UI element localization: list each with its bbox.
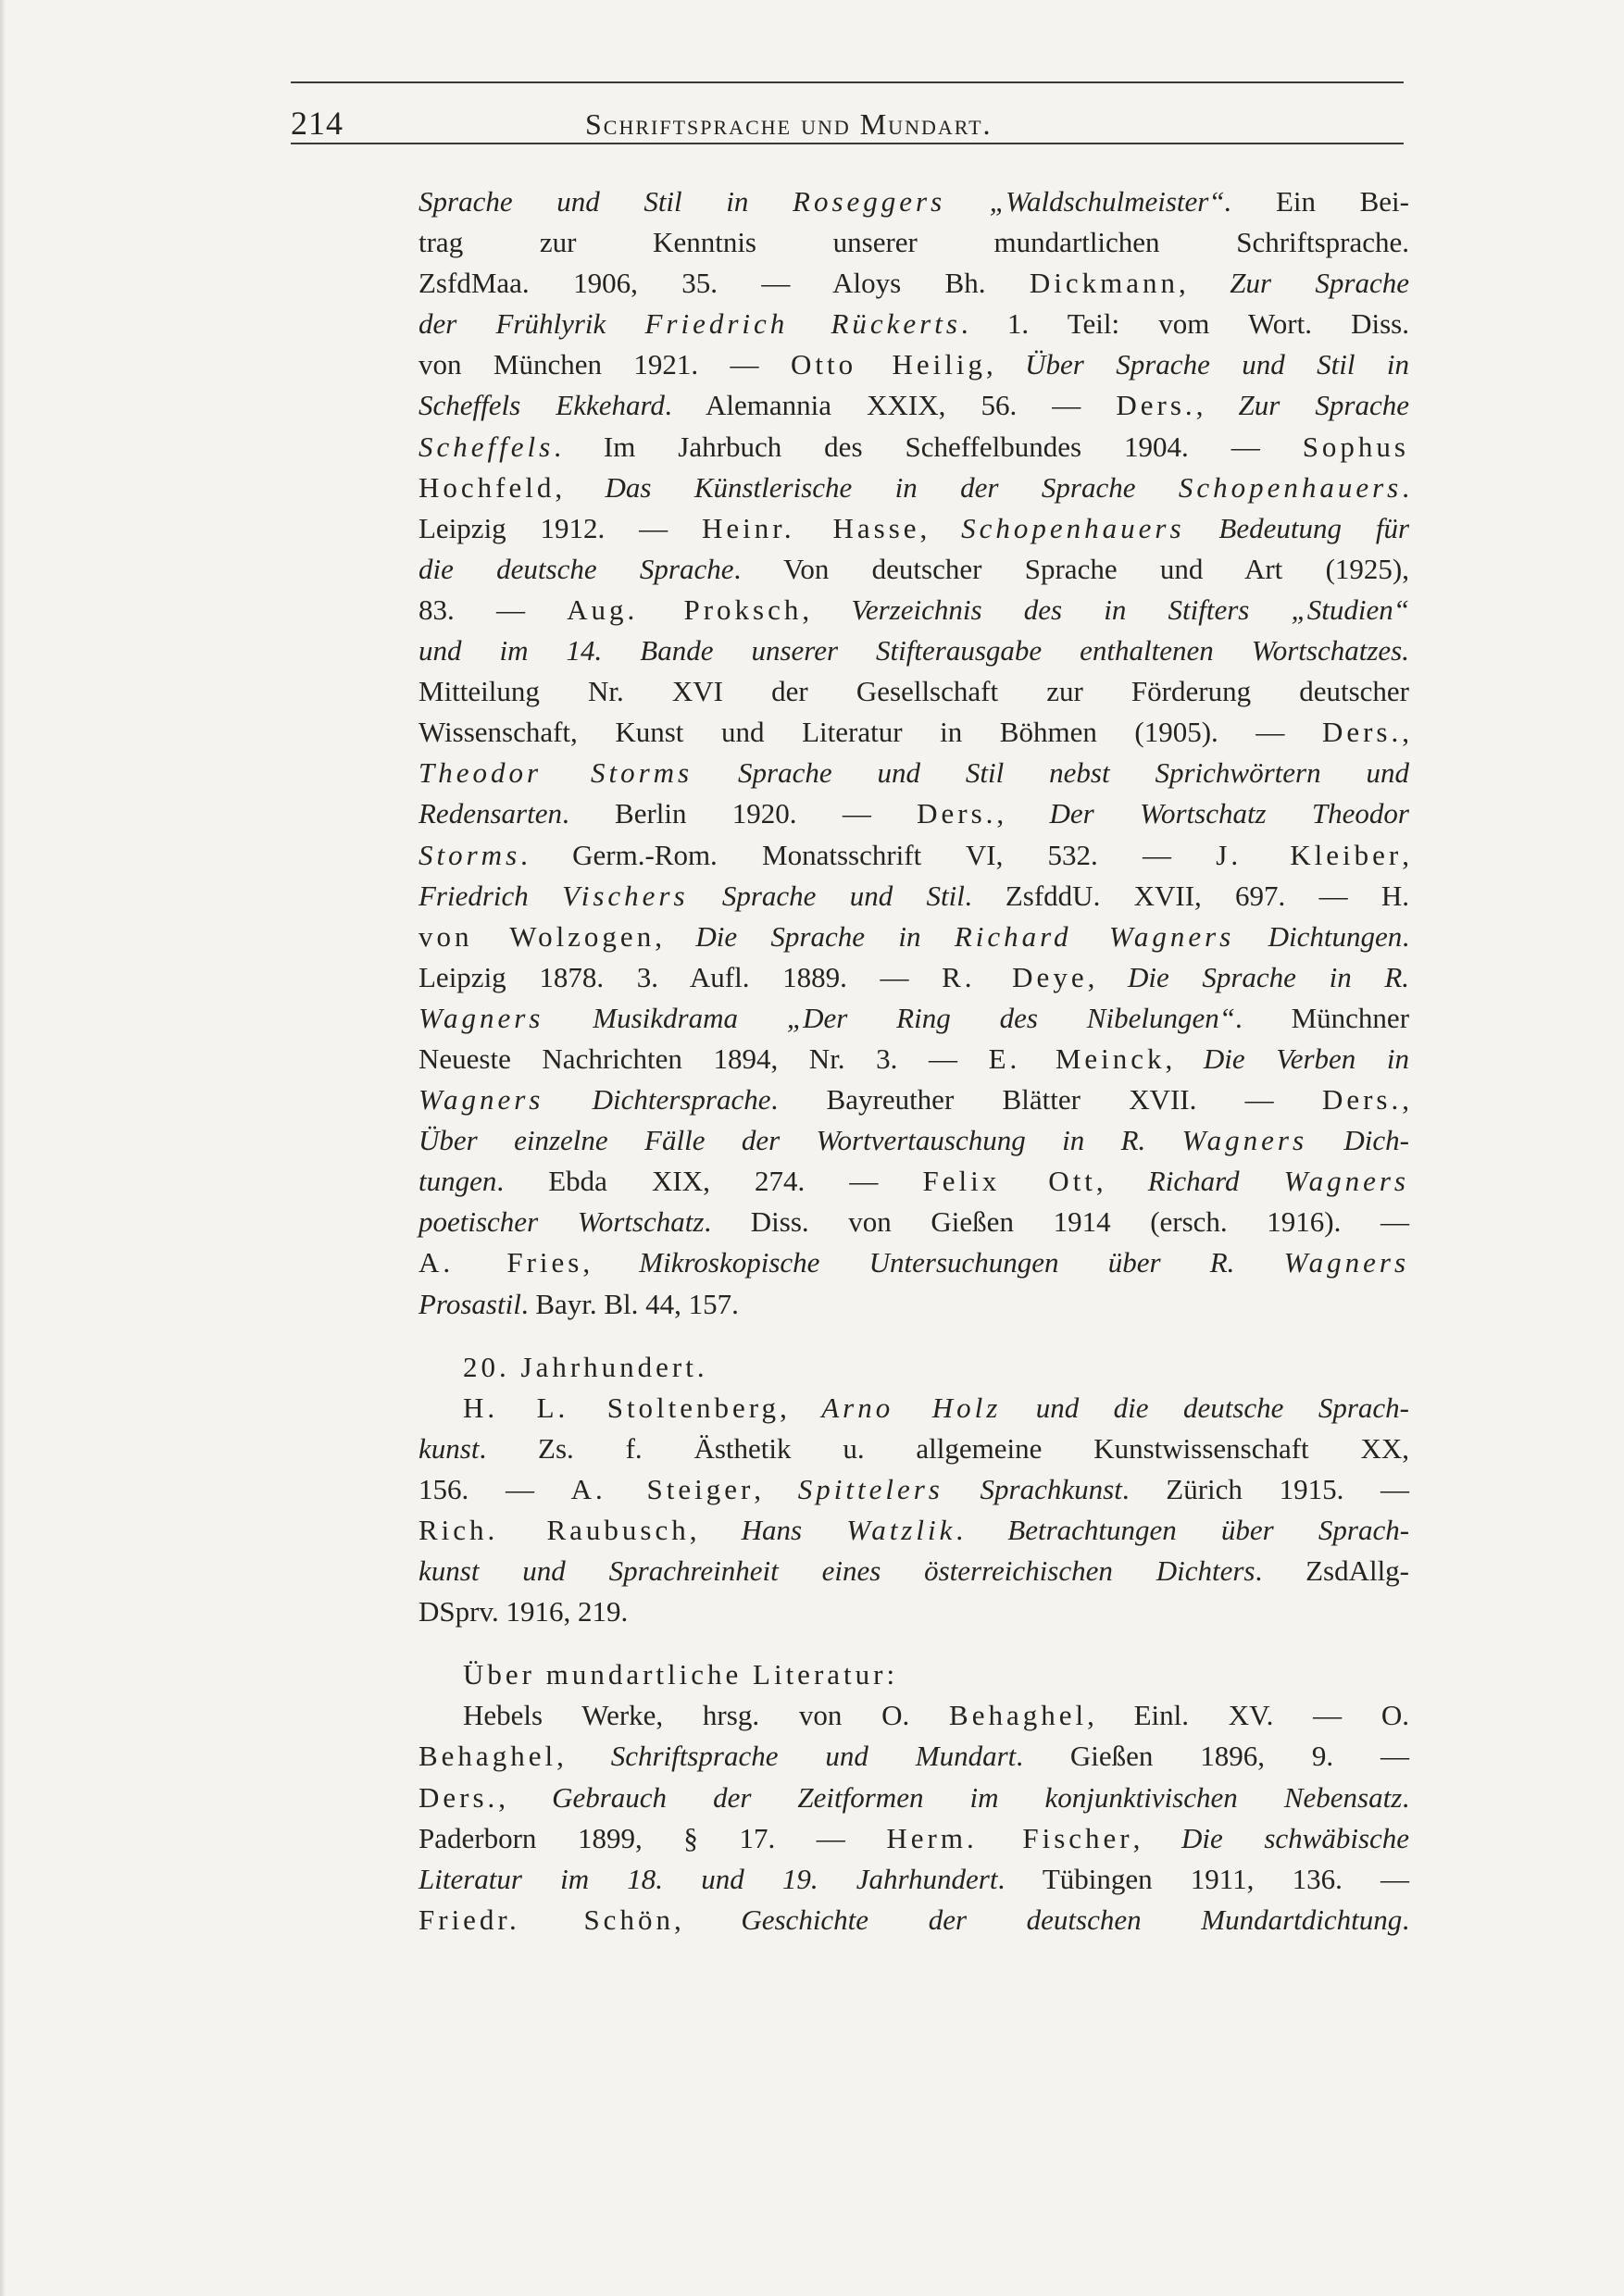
text-line: kunst. Zs. f. Ästhetik u. allgemeine Kunstwissenschaft XX, [418,1431,1409,1465]
text-line: Sprache und Stil in Roseggers „Waldschulmeister“. Ein Bei- [418,185,1409,218]
text-line: Scheffels. Im Jahrbuch des Scheffelbundes 1904. — Sophus [418,430,1409,463]
text-line: Literatur im 18. und 19. Jahrhundert. Tübingen 1911, 136. — [418,1862,1409,1895]
text-line: Ders., Gebrauch der Zeitformen im konjunktivischen Nebensatz. [418,1780,1410,1814]
text-line: Hebels Werke, hrsg. von O. Behaghel, Einl. XV. — O. [463,1699,1409,1732]
text-line: Storms. Germ.-Rom. Monatsschrift VI, 532. — J. Kleiber, [418,838,1409,871]
text-line: von Wolzogen, Die Sprache in Richard Wagners Dichtungen. [418,919,1409,953]
text-line: DSprv. 1916, 219. [418,1595,629,1628]
text-line: Wagners Musikdrama „Der Ring des Nibelungen“. Münchner [418,1001,1410,1034]
text-line: Theodor Storms Sprache und Stil nebst Sprichwörtern und [418,756,1409,790]
text-line: von München 1921. — Otto Heilig, Über Sprache und Stil in [418,348,1409,381]
page-edge-shadow [0,0,6,2296]
text-line: Über einzelne Fälle der Wortvertauschung in R. Wagners Dich- [418,1124,1410,1157]
page-number: 214 [291,105,344,142]
text-line: Wagners Dichtersprache. Bayreuther Blätter XVII. — Ders., [418,1083,1409,1117]
text-line: Friedr. Schön, Geschichte der deutschen Mundartdichtung. [418,1903,1409,1936]
text-line: Paderborn 1899, § 17. — Herm. Fischer, Die schwäbische [418,1821,1410,1854]
text-line: die deutsche Sprache. Von deutscher Sprache und Art (1925), [418,552,1409,585]
text-line: Behaghel, Schriftsprache und Mundart. Gießen 1896, 9. — [418,1740,1409,1773]
text-line: Redensarten. Berlin 1920. — Ders., Der Wortschatz Theodor [418,797,1409,830]
running-title: Schriftsprache und Mundart. [585,107,993,141]
section-gap [418,1632,1409,1654]
text-line: Rich. Raubusch, Hans Watzlik. Betrachtungen über Sprach- [418,1514,1410,1546]
text-line: Prosastil. Bayr. Bl. 44, 157. [418,1287,739,1320]
text-line: H. L. Stoltenberg, Arno Holz und die deutsche Sprach- [463,1391,1409,1424]
running-head [291,104,1404,144]
body-text [418,181,1409,1940]
text-line: Neueste Nachrichten 1894, Nr. 3. — E. Meinck, Die Verben in [418,1042,1409,1075]
text-line: Scheffels Ekkehard. Alemannia XXIX, 56. — Ders., Zur Sprache [418,389,1410,422]
text-line: kunst und Sprachreinheit eines österreichischen Dichters. ZsdAllg- [418,1554,1410,1588]
header-rule-top [291,81,1404,83]
text-line: tungen. Ebda XIX, 274. — Felix Ott, Richard Wagners [418,1165,1409,1198]
text-line: A. Fries, Mikroskopische Untersuchungen über R. Wagners [418,1246,1410,1279]
text-line: 156. — A. Steiger, Spittelers Sprachkunst. Zürich 1915. — [418,1472,1410,1505]
text-line: ZsfdMaa. 1906, 35. — Aloys Bh. Dickmann, Zur Sprache [418,267,1410,300]
text-line: Hochfeld, Das Künstlerische in der Sprache Schopenhauers. [418,470,1409,504]
text-line: der Frühlyrik Friedrich Rückerts. 1. Teil: vom Wort. Diss. [418,307,1409,341]
section-gap [418,1325,1409,1347]
text-line: Leipzig 1912. — Heinr. Hasse, Schopenhauers Bedeutung für [418,511,1410,544]
text-line: trag zur Kenntnis unserer mundartlichen Schriftsprache. [418,226,1409,259]
text-line: Wissenschaft, Kunst und Literatur in Böhmen (1905). — Ders., [418,716,1409,749]
text-line: Mitteilung Nr. XVI der Gesellschaft zur Förderung deutscher [418,675,1409,708]
header-rule-bottom [291,143,1404,144]
text-line: poetischer Wortschatz. Diss. von Gießen 1914 (ersch. 1916). — [418,1205,1409,1239]
section-heading-20th-century: 20. Jahrhundert. [463,1350,708,1383]
text-line: Leipzig 1878. 3. Aufl. 1889. — R. Deye, Die Sprache in R. [418,960,1410,993]
text-line: und im 14. Bande unserer Stifterausgabe enthaltenen Wortschatzes. [418,634,1409,668]
text-line: 83. — Aug. Proksch, Verzeichnis des in Stifters „Studien“ [418,593,1410,626]
text-line: Friedrich Vischers Sprache und Stil. ZsfddU. XVII, 697. — H. [418,879,1409,912]
section-heading-dialect-literature: Über mundartliche Literatur: [463,1658,899,1691]
